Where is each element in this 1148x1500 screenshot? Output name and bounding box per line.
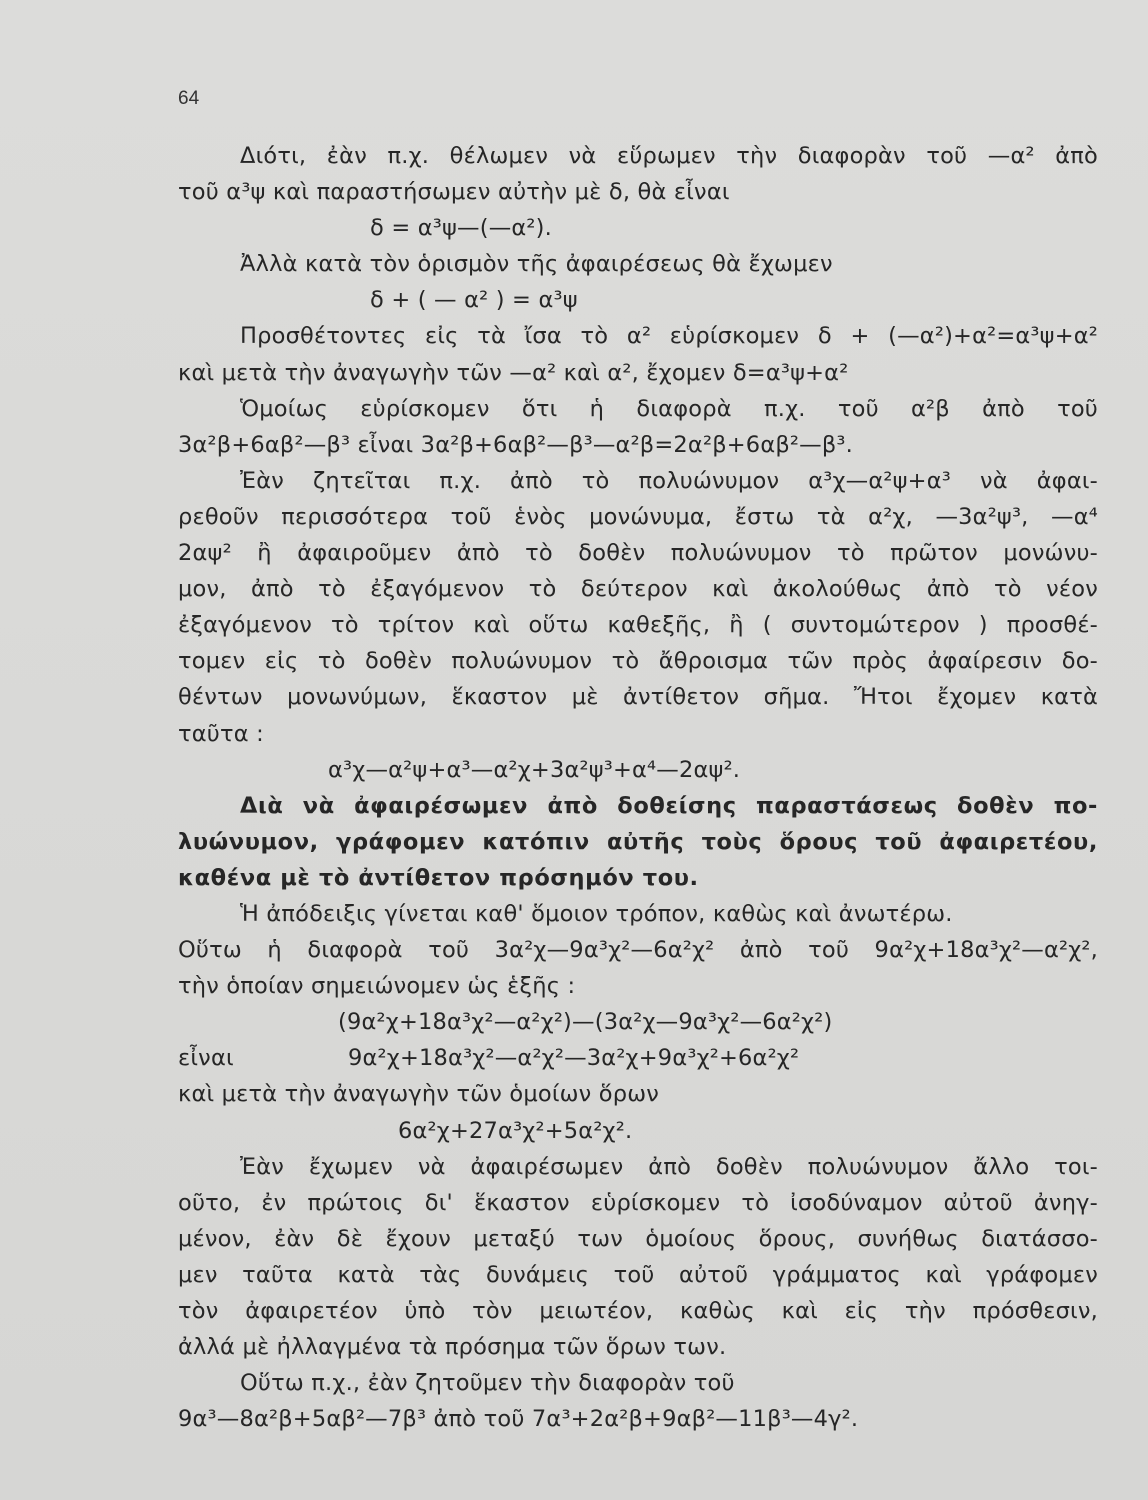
text-line: Διότι, ἐὰν π.χ. θέλωμεν νὰ εὕρωμεν τὴν διαφορὰν τοῦ —α² ἀπὸ <box>240 143 1098 169</box>
rule-line-bold: λυώνυμον, γράφομεν κατόπιν αὐτῆς τοὺς ὅρους τοῦ ἀφαιρετέου, <box>178 828 1098 855</box>
text-line: οῦτο, ἐν πρώτοις δι' ἕκαστον εὑρίσκομεν τὸ ἰσοδύναμον αὐτοῦ ἀνηγ- <box>178 1189 1098 1216</box>
equation-line: (9α²χ+18α³χ²—α²χ²)—(3α²χ—9α³χ²—6α²χ²) <box>338 1009 833 1036</box>
text-line: ρεθοῦν περισσότερα τοῦ ἑνὸς μονώνυμα, ἔστω τὰ α²χ, —3α²ψ³, —α⁴ <box>178 503 1098 530</box>
text-line: 2αψ² ἢ ἀφαιροῦμεν ἀπὸ τὸ δοθὲν πολυώνυμον τὸ πρῶτον μονώνυ- <box>178 540 1098 567</box>
equation-line: δ = α³ψ—(—α²). <box>370 215 552 242</box>
text-line: μον, ἀπὸ τὸ ἐξαγόμενον τὸ δεύτερον καὶ ἀκολούθως ἀπὸ τὸ νέον <box>178 576 1098 603</box>
text-line: 9α³—8α²β+5αβ²—7β³ ἀπὸ τοῦ 7α³+2α²β+9αβ²—11β³—4γ². <box>178 1406 859 1433</box>
text-line: 3α²β+6αβ²—β³ εἶναι 3α²β+6αβ²—β³—α²β=2α²β+6αβ²—β³. <box>178 431 853 458</box>
text-line: καὶ μετὰ τὴν ἀναγωγὴν τῶν —α² καὶ α², ἔχομεν δ=α³ψ+α² <box>178 359 849 386</box>
equation-line: 6α²χ+27α³χ²+5α²χ². <box>398 1117 633 1144</box>
equation-expression: 9α²χ+18α³χ²—α²χ²—3α²χ+9α³χ²+6α²χ² <box>348 1045 800 1072</box>
page-number: 64 <box>178 88 200 109</box>
text-line: μένον, ἐὰν δὲ ἔχουν μεταξύ των ὁμοίους ὅρους, συνήθως διατάσσο- <box>178 1225 1098 1252</box>
text-line: τὴν ὁποίαν σημειώνομεν ὡς ἑξῆς : <box>178 973 576 1000</box>
text-line: Ἐὰν ζητεῖται π.χ. ἀπὸ τὸ πολυώνυμον α³χ—α²ψ+α³ νὰ ἀφαι- <box>240 467 1098 494</box>
page-body <box>178 138 1098 1437</box>
text-line: θέντων μονωνύμων, ἕκαστον μὲ ἀντίθετον σῆμα. Ἤτοι ἔχομεν κατὰ <box>178 684 1098 711</box>
text-line: ταῦτα : <box>178 720 264 747</box>
text-line: καὶ μετὰ τὴν ἀναγωγὴν τῶν ὁμοίων ὅρων <box>178 1081 660 1108</box>
equation-line <box>178 1040 1098 1076</box>
text-line: Οὕτω ἡ διαφορὰ τοῦ 3α²χ—9α³χ²—6α²χ² ἀπὸ τοῦ 9α²χ+18α³χ²—α²χ², <box>178 937 1098 964</box>
rule-line-bold: καθένα μὲ τὸ ἀντίθετον πρόσημόν του. <box>178 864 699 891</box>
text-line: ἐξαγόμενον τὸ τρίτον καὶ οὕτω καθεξῆς, ἢ ( συντομώτερον ) προσθέ- <box>178 612 1098 639</box>
text-line: τοῦ α³ψ καὶ παραστήσωμεν αὐτὴν μὲ δ, θὰ εἶναι <box>178 179 730 206</box>
text-line: τομεν εἰς τὸ δοθὲν πολυώνυμον τὸ ἄθροισμα τῶν πρὸς ἀφαίρεσιν δο- <box>178 648 1098 675</box>
text-line: Ἀλλὰ κατὰ τὸν ὁρισμὸν τῆς ἀφαιρέσεως θὰ ἔχωμεν <box>240 251 833 278</box>
text-line: Ἐὰν ἔχωμεν νὰ ἀφαιρέσωμεν ἀπὸ δοθὲν πολυώνυμον ἄλλο τοι- <box>240 1153 1098 1180</box>
text-line: μεν ταῦτα κατὰ τὰς δυνάμεις τοῦ αὐτοῦ γράμματος καὶ γράφομεν <box>178 1261 1098 1288</box>
einai-label: εἶναι <box>178 1045 234 1072</box>
text-line: ἀλλά μὲ ἠλλαγμένα τὰ πρόσημα τῶν ὅρων των. <box>178 1334 727 1361</box>
text-line: Ἡ ἀπόδειξις γίνεται καθ' ὅμοιον τρόπον, καθὼς καὶ ἀνωτέρω. <box>240 900 953 927</box>
equation-line: δ + ( — α² ) = α³ψ <box>370 287 578 314</box>
text-line: Ὁμοίως εὑρίσκομεν ὅτι ἡ διαφορὰ π.χ. τοῦ α²β ἀπὸ τοῦ <box>240 395 1098 422</box>
rule-line-bold: Διὰ νὰ ἀφαιρέσωμεν ἀπὸ δοθείσης παραστάσεως δοθὲν πο- <box>240 792 1098 819</box>
text-line: Οὕτω π.χ., ἐὰν ζητοῦμεν τὴν διαφορὰν τοῦ <box>240 1370 735 1397</box>
text-line: τὸν ἀφαιρετέον ὑπὸ τὸν μειωτέον, καθὼς καὶ εἰς τὴν πρόσθεσιν, <box>178 1298 1098 1324</box>
equation-line: α³χ—α²ψ+α³—α²χ+3α²ψ³+α⁴—2αψ². <box>328 756 741 783</box>
text-line: Προσθέτοντες εἰς τὰ ἴσα τὸ α² εὑρίσκομεν δ + (—α²)+α²=α³ψ+α² <box>240 323 1098 350</box>
